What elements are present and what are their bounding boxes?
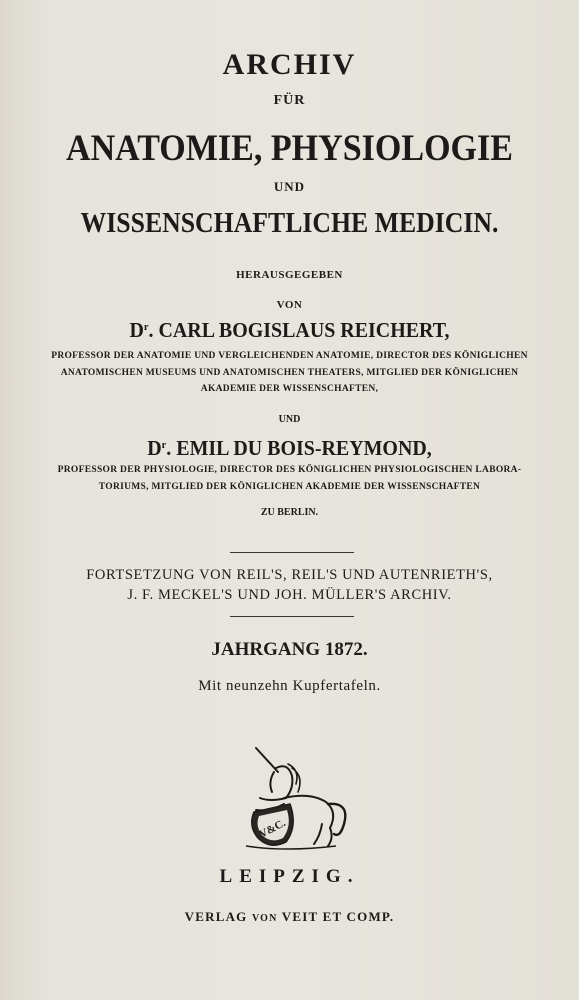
journal-title-fuer: FÜR	[273, 93, 306, 108]
editor-reichert-desc-1: PROFESSOR DER ANATOMIE UND VERGLEICHENDEN ANATOMIE, DIRECTOR DES KÖNIGLICHEN	[51, 351, 528, 361]
editor-reichert-desc-2: ANATOMISCHEN MUSEUMS UND ANATOMISCHEN THEATERS, MITGLIED DER KÖNIGLICHEN	[60, 368, 519, 378]
volume-year: JAHRGANG 1872.	[211, 639, 368, 660]
editor-du-bois-reymond-desc-1: PROFESSOR DER PHYSIOLOGIE, DIRECTOR DES KÖNIGLICHEN PHYSIOLOGISCHEN LABORA-	[57, 465, 522, 475]
editor-reichert: $D^r$. CARL BOGISLAUS REICHERT,	[129, 318, 450, 342]
plates-count: Mit neunzehn Kupfertafeln.	[198, 678, 381, 694]
location-berlin: ZU BERLIN.	[260, 507, 319, 518]
publisher-city: LEIPZIG.	[219, 866, 360, 887]
editors-und: UND	[278, 414, 301, 425]
continuation-line-1: FORTSETZUNG VON REIL'S, REIL'S UND AUTENRIETH'S,	[86, 567, 493, 583]
herausgegeben-label: HERAUSGEGEBEN	[236, 269, 343, 281]
editor-reichert-desc-3: AKADEMIE DER WISSENSCHAFTEN,	[200, 384, 379, 394]
editor-du-bois-reymond: $D^r$. EMIL DU BOIS-REYMOND,	[147, 436, 432, 460]
editor-du-bois-reymond-desc-2: TORIUMS, MITGLIED DER KÖNIGLICHEN AKADEMIE DER WISSENSCHAFTEN	[98, 482, 481, 492]
divider-top	[230, 552, 354, 553]
journal-title-anatomie: ANATOMIE, PHYSIOLOGIE	[65, 128, 514, 169]
divider-bottom	[230, 616, 354, 617]
journal-title-und: UND	[273, 179, 306, 194]
journal-title-archiv: ARCHIV	[222, 48, 357, 81]
continuation-line-2: J. F. MECKEL'S UND JOH. MÜLLER'S ARCHIV.	[127, 587, 452, 603]
svg-text:V&C.: V&C.	[257, 817, 288, 841]
publisher-line: VERLAG VON VEIT ET COMP.	[184, 909, 395, 924]
von-label: VON	[276, 299, 303, 311]
unicorn-shield-icon	[226, 742, 356, 854]
journal-title-medicin: WISSENSCHAFTLICHE MEDICIN.	[80, 208, 499, 239]
